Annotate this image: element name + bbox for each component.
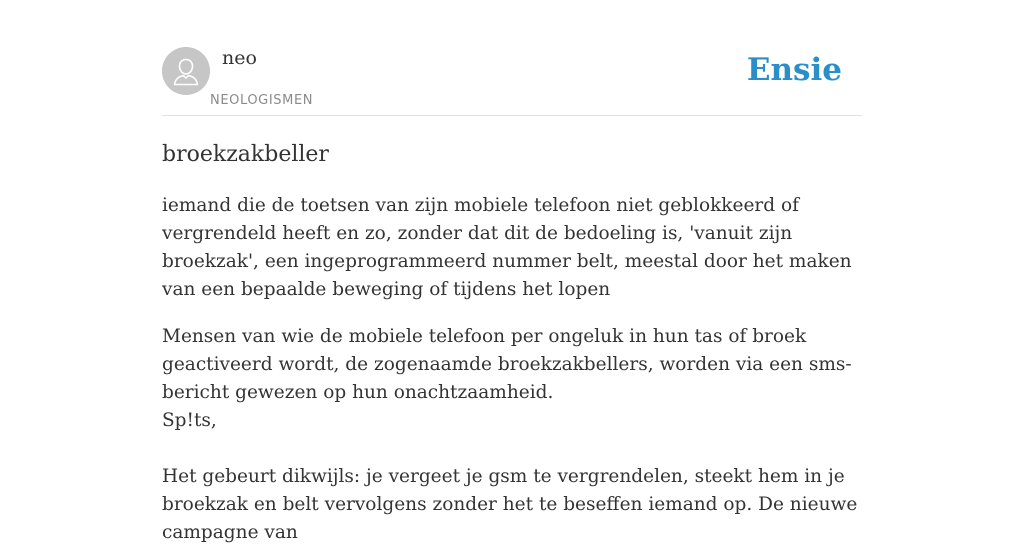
ensie-logo[interactable]: Ensie — [746, 52, 842, 88]
example-second-quote: Het gebeurt dikwijls: je vergeet je gsm te vergrendelen, steekt hem in je broekzak en belt vervolgens zonder het te beseffen iemand op. De nieuwe campagne van — [162, 466, 858, 543]
entry-header — [162, 0, 862, 116]
author-link[interactable]: neo — [222, 47, 257, 69]
entry-term: broekzakbeller — [162, 142, 329, 167]
author-name[interactable] — [222, 46, 257, 70]
avatar-silhouette — [162, 47, 210, 95]
category-label[interactable]: NEOLOGISMEN — [210, 93, 314, 108]
example-spacer — [162, 435, 862, 463]
entry-example — [162, 323, 862, 547]
example-quote: Mensen van wie de mobiele telefoon per ongeluk in hun tas of broek geactiveerd wordt, de zogenaamde broekzakbellers, worden via een sms-bericht gewezen op hun onachtzaamheid. — [162, 326, 852, 403]
example-source: Sp!ts, — [162, 410, 217, 431]
page — [162, 0, 862, 543]
user-avatar-icon[interactable] — [162, 47, 210, 95]
entry-definition: iemand die de toetsen van zijn mobiele telefoon niet geblokkeerd of vergrendeld heeft en zo, zonder dat dit de bedoeling is, 'vanuit zijn broekzak', een ingeprogrammeerd nummer belt, meestal door het maken van een bepaalde beweging of tijdens het lopen — [162, 195, 852, 300]
